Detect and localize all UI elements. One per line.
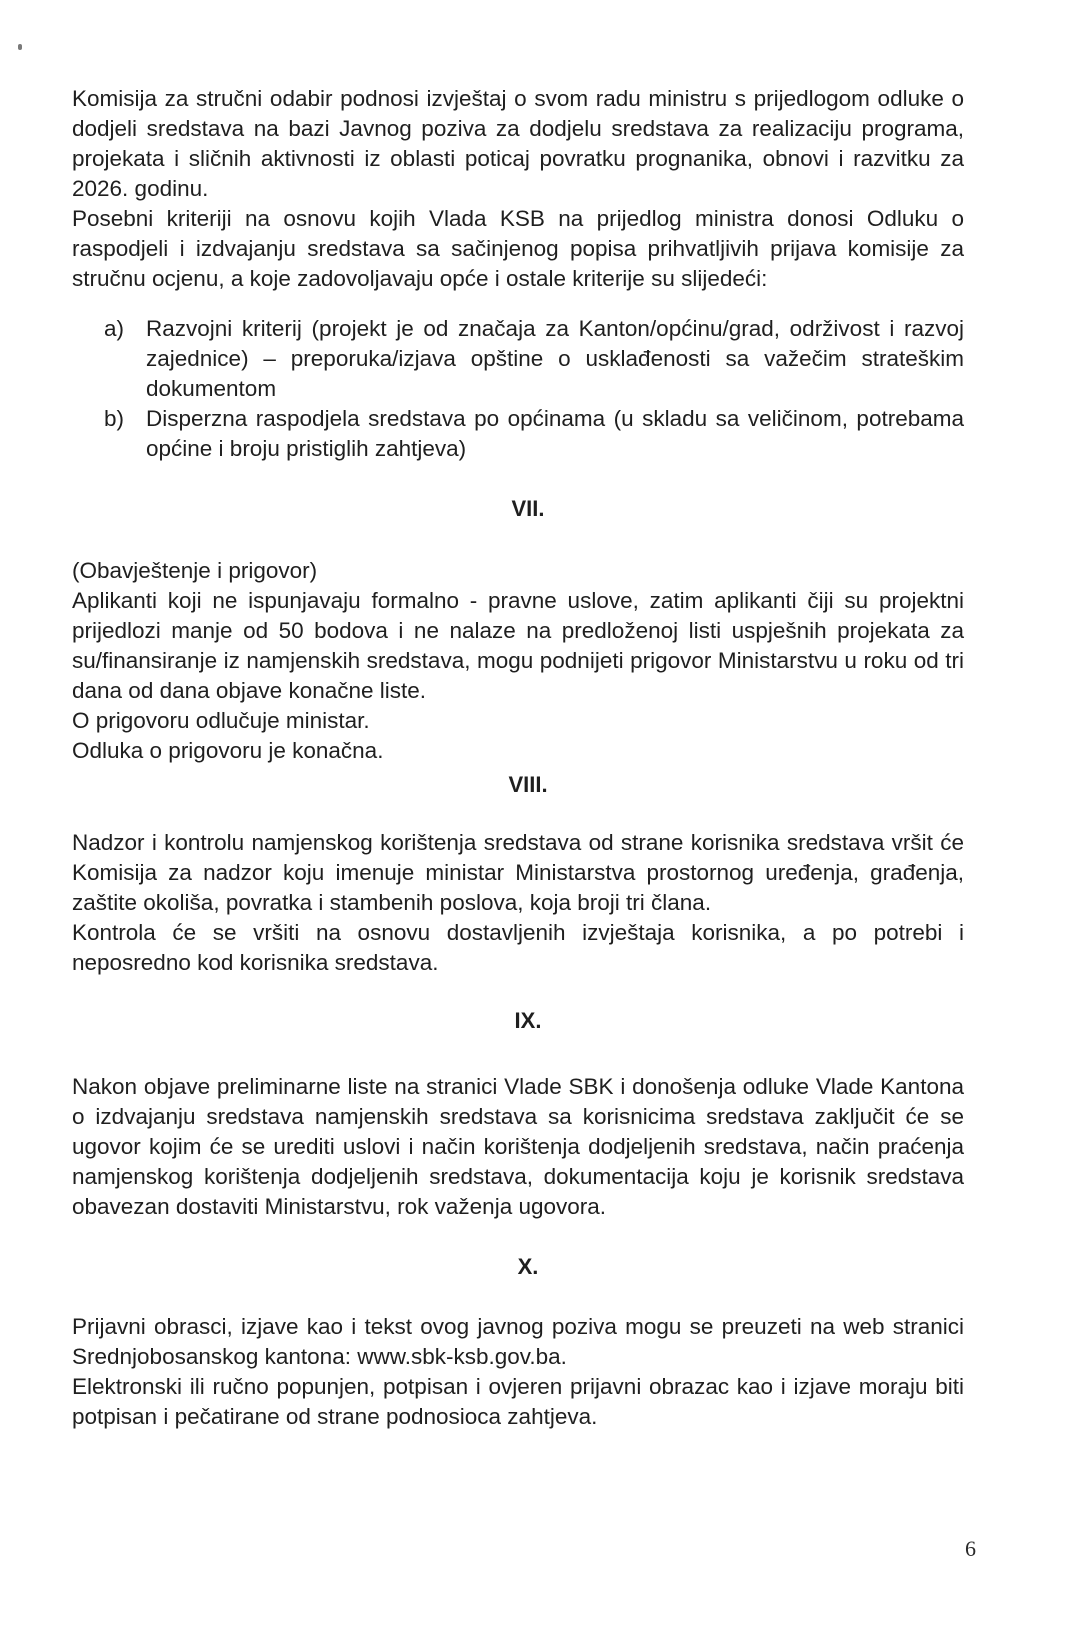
- section-heading-x: X.: [517, 1254, 539, 1279]
- section-x-paragraph: Prijavni obrasci, izjave kao i tekst ovog javnog poziva mogu se preuzeti na web stranici Srednjobosanskog kantona: www.sbk-ksb.gov.ba.: [72, 1314, 964, 1369]
- section-viii-paragraph: Nadzor i kontrolu namjenskog korištenja sredstava od strane korisnika sredstava vršit će Komisija za nadzor koju imenuje ministar Ministarstva prostornog uređenja, građenja, zaštite okoliša, povratka i stambenih poslova, koja broji tri člana.: [72, 830, 964, 915]
- scan-speck-mark: [18, 44, 22, 50]
- section-heading-viii: VIII.: [508, 772, 548, 797]
- page-number: 6: [965, 1536, 976, 1561]
- section-vii-paragraph: O prigovoru odlučuje ministar.: [72, 708, 370, 733]
- list-item: [104, 314, 964, 404]
- intro-paragraph-special-criteria: Posebni kriteriji na osnovu kojih Vlada KSB na prijedlog ministra donosi Odluku o raspodjeli i izdvajanju sredstava sa sačinjenog popisa prihvatljivih prijava komisije za stručnu ocjenu, a koje zadovoljavaju opće i ostale kriterije su slijedeći:: [72, 206, 964, 291]
- criteria-list: [72, 314, 964, 464]
- section-heading-vii: VII.: [511, 496, 545, 521]
- list-marker: a): [104, 316, 125, 341]
- section-heading-ix: IX.: [514, 1008, 542, 1033]
- section-ix-paragraph: Nakon objave preliminarne liste na stranici Vlade SBK i donošenja odluke Vlade Kantona o izdvajanju sredstava namjenskih sredstava sa korisnicima sredstava zaključit će se ugovor kojim će se urediti uslovi i način korištenja dodjeljenih sredstava, način praćenja namjenskog korištenja dodjeljenih sredstava, dokumentacija koju je korisnik sredstava obavezan dostaviti Ministarstvu, rok važenja ugovora.: [72, 1074, 964, 1219]
- list-item-text: Disperzna raspodjela sredstava po općinama (u skladu sa veličinom, potrebama općine i broju pristiglih zahtjeva): [146, 406, 964, 461]
- list-marker: b): [104, 406, 125, 431]
- section-vii-paragraph: Odluka o prigovoru je konačna.: [72, 738, 384, 763]
- section-x-paragraph: Elektronski ili ručno popunjen, potpisan i ovjeren prijavni obrazac kao i izjave moraju biti potpisan i pečatirane od strane podnosioca zahtjeva.: [72, 1374, 964, 1429]
- section-vii-subtitle: (Obavještenje i prigovor): [72, 558, 318, 583]
- document-body: [72, 84, 964, 1432]
- section-vii-paragraph: Aplikanti koji ne ispunjavaju formalno - pravne uslove, zatim aplikanti čiji su projektni prijedlozi manje od 50 bodova i ne nalaze na predloženoj listi uspješnih projekata za su/finansiranje iz namjenskih sredstava, mogu podnijeti prigovor Ministarstvu u roku od tri dana od dana objave konačne liste.: [72, 588, 964, 703]
- list-item: [104, 404, 964, 464]
- intro-paragraph-commission-report: Komisija za stručni odabir podnosi izvještaj o svom radu ministru s prijedlogom odluke o dodjeli sredstava na bazi Javnog poziva za dodjelu sredstava za realizaciju programa, projekata i sličnih aktivnosti iz oblasti poticaj povratku prognanika, obnovi i razvitku za 2026. godinu.: [72, 86, 964, 201]
- list-item-text: Razvojni kriterij (projekt je od značaja za Kanton/općinu/grad, održivost i razvoj zajednice) – preporuka/izjava opštine o usklađenosti sa važečim strateškim dokumentom: [146, 316, 964, 401]
- section-viii-paragraph: Kontrola će se vršiti na osnovu dostavljenih izvještaja korisnika, a po potrebi i neposredno kod korisnika sredstava.: [72, 920, 964, 975]
